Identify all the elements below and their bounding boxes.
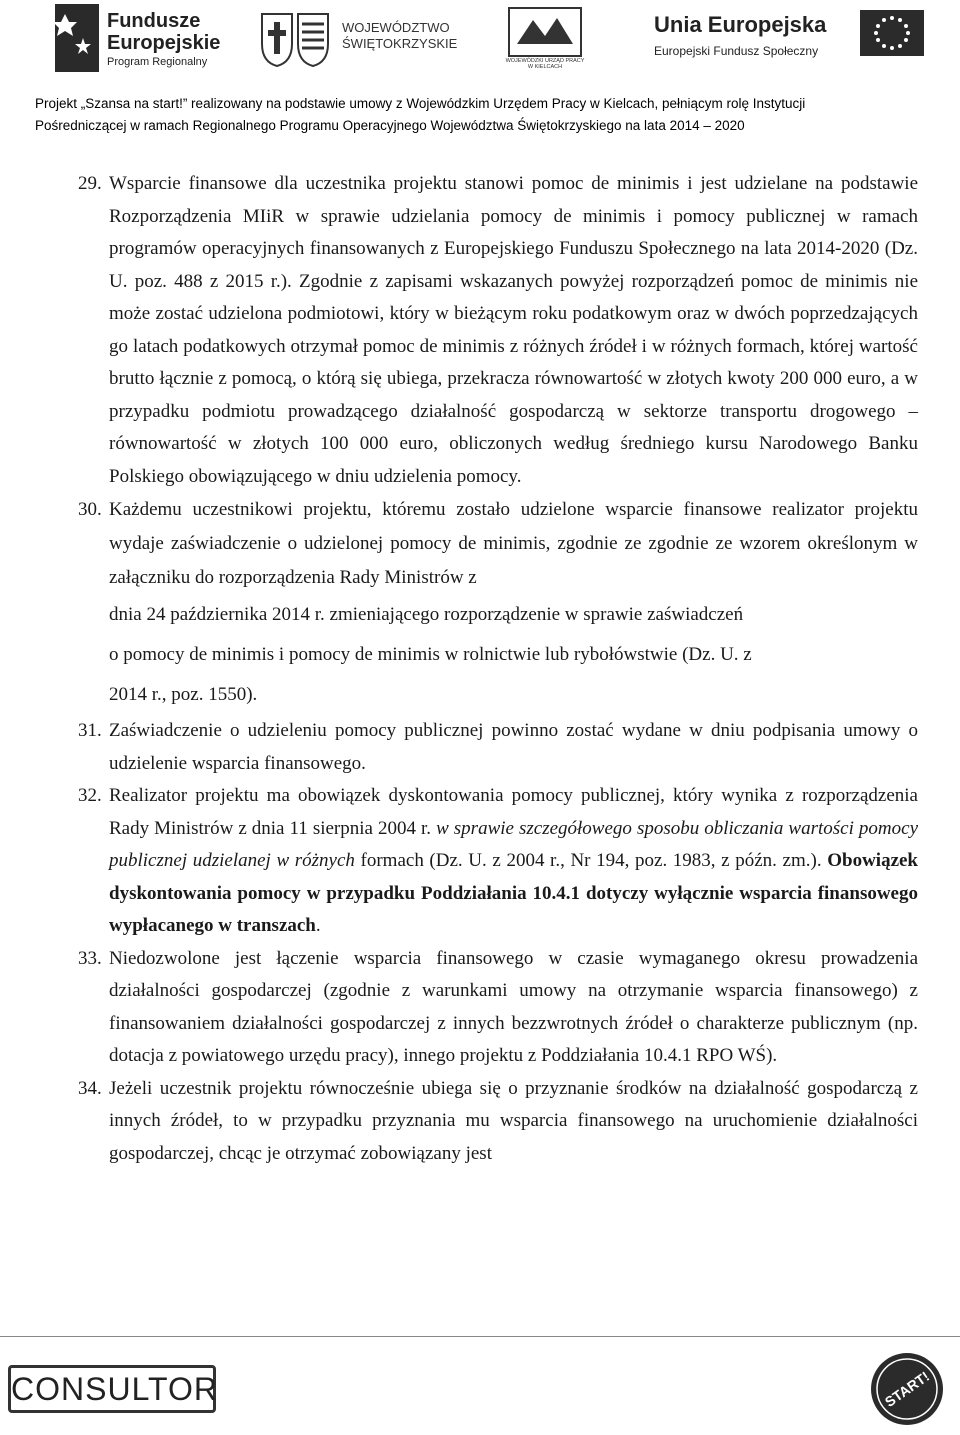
item-number: 33. (78, 947, 102, 969)
fe-star-icon (55, 4, 103, 76)
wup-emblem-icon (505, 4, 585, 60)
item-number: 34. (78, 1077, 102, 1099)
project-info (35, 93, 935, 137)
project-info-line1: Projekt „Szansa na start!” realizowany na podstawie umowy z Wojewódzkim Urzędem Pracy w Kielcach, pełniącym rolę Instytucji (35, 96, 806, 111)
list-item (78, 1073, 918, 1171)
item-text: Zaświadczenie o udzieleniu pomocy publicznej powinno zostać wydane w dniu podpisania umowy o udzielenie wsparcia finansowego. (109, 720, 918, 774)
consultor-logo-text: CONSULTOR (11, 1371, 218, 1407)
item-text-bold: Obowiązek dyskontowania pomocy w przypadku Poddziałania 10.4.1 dotyczy wyłącznie wsparcia finansowego wypłacanego w transzach (109, 850, 918, 936)
consultor-logo (8, 1365, 216, 1413)
item-number: 29. (78, 173, 102, 194)
item-text: Każdemu uczestnikowi projektu, któremu zostało udzielone wsparcie finansowe realizator projektu wydaje zaświadczenie o udzielonej pomocy de minimis, zgodnie ze zgodnie ze wzorem określonym w załączniku do rozporządzenia Rady Ministrów z (109, 499, 918, 588)
page-header (0, 0, 960, 86)
item-text-line: 2014 r., poz. 1550). (109, 684, 258, 705)
item-text-line: o pomocy de minimis i pomocy de minimis w rolnictwie lub rybołówstwie (Dz. U. z (109, 644, 752, 665)
item-text: Wsparcie finansowe dla uczestnika projektu stanowi pomoc de minimis i jest udzielane na podstawie Rozporządzenia MIiR w sprawie udzielania pomocy de minimis i pomocy publicznej w ramach programów operacyjnych finansowanych z Europejskiego Funduszu Społecznego na lata 2014-2020 (Dz. U. poz. 488 z 2015 r.). Zgodnie z zapisami wskazanych powyżej rozporządzeń pomoc de minimis nie może zostać udzielona podmiotowi, który w bieżącym roku podatkowym oraz w dwóch poprzedzających go latach podatkowych otrzymał pomoc de minimis z różnych źródeł i w różnych formach, której wartość brutto łącznie z pomocą, o którą się ubiega, przekracza równowartość w złotych kwoty 200 000 euro, a w przypadku podmiotu prowadzącego działalność gospodarczą w sektorze transportu drogowego – równowartość w złotych 100 000 euro, obliczonych według średniego kursu Narodowego Banku Polskiego obowiązującego w dniu udzielenia pomocy. (109, 173, 918, 487)
ue-subtitle: Europejski Fundusz Społeczny (654, 44, 819, 58)
item-number: 32. (78, 785, 102, 806)
item-text-line: dnia 24 października 2014 r. zmieniającego rozporządzenie w sprawie zaświadczeń (109, 604, 744, 625)
wup-kielce-logo (505, 0, 585, 78)
list-item (78, 715, 918, 780)
item-text: Jeżeli uczestnik projektu równocześnie ubiega się o przyznanie środków na działalność gospodarczą z innych źródeł, to w przypadku przyznania mu wsparcia finansowego na uruchomienie działalności gospodarczej, chcąc je otrzymać zobowiązany jest (109, 1077, 918, 1164)
item-text: . (315, 915, 321, 936)
wojewodztwo-swietokrzyskie-logo (258, 0, 458, 78)
footer-divider (0, 1336, 960, 1337)
wup-name: WOJEWÓDZKI URZĄD PRACY W KIELCACH (505, 58, 585, 70)
list-item (78, 493, 918, 715)
start-logo-text: START! (881, 1368, 933, 1410)
start-logo-icon (868, 1350, 946, 1428)
fe-title-line2: Europejskie (107, 32, 221, 54)
document-body (78, 168, 918, 1170)
list-item (78, 168, 918, 493)
unia-europejska-logo (654, 0, 924, 78)
list-item (78, 780, 918, 943)
item-number: 31. (78, 720, 102, 741)
coat-of-arms-icon (258, 10, 334, 70)
ue-title: Unia Europejska (654, 12, 827, 37)
eu-stars-icon (860, 10, 924, 56)
fundusze-europejskie-logo (55, 0, 245, 78)
item-text: Realizator projektu ma obowiązek dyskontowania pomocy publicznej, który wynika z rozporządzenia Rady Ministrów z dnia 11 sierpnia 2004 r. (109, 785, 918, 839)
fe-subtitle: Program Regionalny (107, 56, 208, 68)
eu-flag-icon (860, 10, 924, 56)
fe-title-line1: Fundusze (107, 10, 201, 32)
project-info-line2: Pośredniczącej w ramach Regionalnego Programu Operacyjnego Województwa Świętokrzyskiego na lata 2014 – 2020 (35, 118, 745, 133)
item-text-italic: w sprawie szczegółowego sposobu obliczania wartości pomocy publicznej udzielanej w różnych (109, 817, 918, 871)
sw-name: WOJEWÓDZTWO ŚWIĘTOKRZYSKIE (342, 20, 458, 51)
item-text: formach (Dz. U. z 2004 r., Nr 194, poz. 1983, z późn. zm.). (360, 850, 822, 871)
item-number: 30. (78, 499, 102, 520)
list-item (78, 943, 918, 1073)
item-text: Niedozwolone jest łączenie wsparcia finansowego w czasie wymaganego okresu prowadzenia działalności gospodarczej (zgodnie z warunkami umowy na otrzymanie wsparcia finansowego) z finansowaniem działalności gospodarczej z innych bezzwrotnych źródeł o charakterze publicznym (np. dotacja z powiatowego urzędu pracy), innego projektu z Poddziałania 10.4.1 RPO WŚ). (109, 947, 918, 1066)
